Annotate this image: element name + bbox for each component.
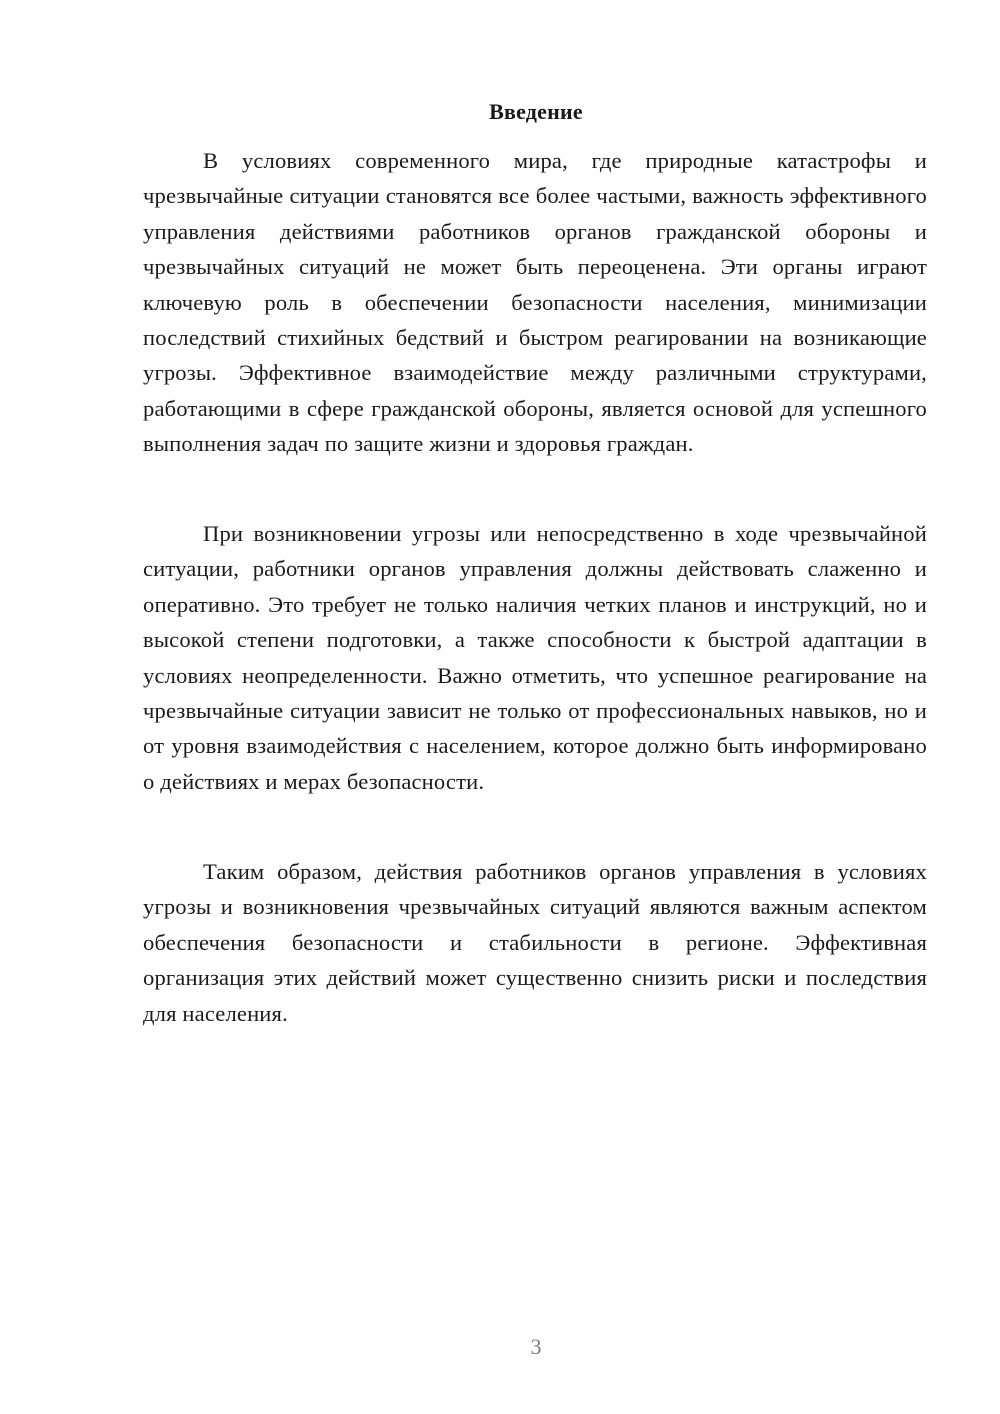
page-number: 3: [530, 1334, 542, 1359]
paragraph-1: В условиях современного мира, где природные катастрофы и чрезвычайные ситуации становятся все более частыми, важность эффективного управления действиями работников органов гражданской обороны и чрезвычайных ситуаций не может быть переоценена. Эти органы играют ключевую роль в обеспечении безопасности населения, минимизации последствий стихийных бедствий и быстром реагировании на возникающие угрозы. Эффективное взаимодействие между различными структурами, работающими в сфере гражданской обороны, является основой для успешного выполнения задач по защите жизни и здоровья граждан.: [143, 148, 927, 457]
paragraph-2: При возникновении угрозы или непосредственно в ходе чрезвычайной ситуации, работники органов управления должны действовать слаженно и оперативно. Это требует не только наличия четких планов и инструкций, но и высокой степени подготовки, а также способности к быстрой адаптации в условиях неопределенности. Важно отметить, что успешное реагирование на чрезвычайные ситуации зависит не только от профессиональных навыков, но и от уровня взаимодействия с населением, которое должно быть информировано о действиях и мерах безопасности.: [143, 521, 927, 794]
section-title: Введение: [489, 99, 583, 124]
paragraph-3: Таким образом, действия работников органов управления в условиях угрозы и возникновения чрезвычайных ситуаций являются важным аспектом обеспечения безопасности и стабильности в регионе. Эффективная организация этих действий может существенно снизить риски и последствия для населения.: [143, 859, 927, 1026]
